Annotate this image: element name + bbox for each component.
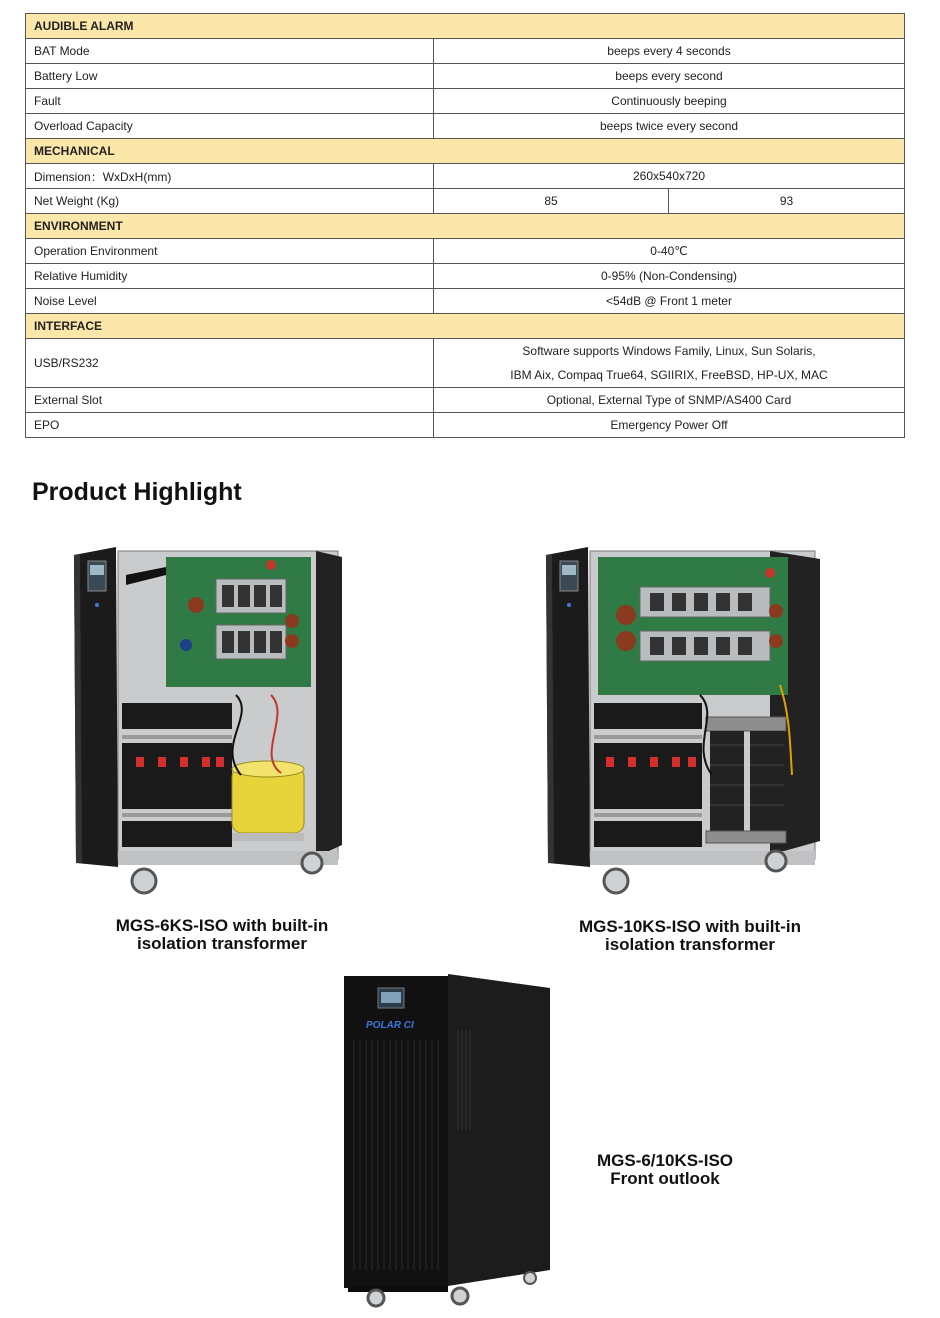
row-value: 260x540x720	[434, 164, 905, 189]
row-value: 0-95% (Non-Condensing)	[434, 264, 905, 289]
table-row	[26, 413, 905, 438]
row-value: 0-40℃	[434, 239, 905, 264]
ups-6kva-open-cabinet-image	[66, 545, 346, 897]
table-row	[26, 189, 905, 214]
row-value-10kva: 93	[669, 189, 905, 214]
row-value: beeps twice every second	[434, 114, 905, 139]
row-label: Net Weight (Kg)	[26, 189, 434, 214]
row-value	[434, 339, 905, 388]
table-row	[26, 89, 905, 114]
spec-table	[25, 13, 905, 438]
caption-line: MGS-10KS-ISO with built-in	[579, 917, 801, 936]
table-row	[26, 39, 905, 64]
table-row	[26, 388, 905, 413]
row-value: Continuously beeping	[434, 89, 905, 114]
section-header-interface	[26, 314, 905, 339]
row-label: Dimension：WxDxH(mm)	[26, 164, 434, 189]
row-value-line: Software supports Windows Family, Linux, Sun Solaris,	[522, 344, 816, 358]
section-title: INTERFACE	[26, 314, 905, 339]
row-label: Overload Capacity	[26, 114, 434, 139]
row-value: Optional, External Type of SNMP/AS400 Card	[434, 388, 905, 413]
section-title: AUDIBLE ALARM	[26, 14, 905, 39]
section-header-mechanical	[26, 139, 905, 164]
product-caption-10kva	[560, 918, 820, 954]
row-value: beeps every 4 seconds	[434, 39, 905, 64]
ups-front-tower-image	[340, 970, 555, 1308]
caption-line: isolation transformer	[136, 934, 308, 953]
table-row	[26, 64, 905, 89]
row-label: Operation Environment	[26, 239, 434, 264]
section-header-audible-alarm	[26, 14, 905, 39]
page-title: Product Highlight	[32, 478, 242, 506]
row-value: Emergency Power Off	[434, 413, 905, 438]
row-value: <54dB @ Front 1 meter	[434, 289, 905, 314]
caption-line: isolation transformer	[604, 935, 776, 954]
row-label: Battery Low	[26, 64, 434, 89]
row-label: Noise Level	[26, 289, 434, 314]
caption-line: Front outlook	[610, 1169, 720, 1188]
table-row	[26, 339, 905, 388]
brand-logo: POLAR CI	[366, 1020, 414, 1031]
table-row	[26, 239, 905, 264]
product-caption-front	[580, 1152, 750, 1188]
table-row	[26, 114, 905, 139]
section-header-environment	[26, 214, 905, 239]
row-label: External Slot	[26, 388, 434, 413]
row-value: beeps every second	[434, 64, 905, 89]
caption-line: MGS-6/10KS-ISO	[596, 1151, 734, 1170]
table-row	[26, 264, 905, 289]
row-label: Fault	[26, 89, 434, 114]
table-row	[26, 289, 905, 314]
row-label: USB/RS232	[26, 339, 434, 388]
row-label: BAT Mode	[26, 39, 434, 64]
table-row	[26, 164, 905, 189]
section-title: MECHANICAL	[26, 139, 905, 164]
row-value-line: IBM Aix, Compaq True64, SGIIRIX, FreeBSD, HP-UX, MAC	[510, 368, 828, 382]
row-label: Relative Humidity	[26, 264, 434, 289]
caption-line: MGS-6KS-ISO with built-in	[115, 916, 329, 935]
section-title: ENVIRONMENT	[26, 214, 905, 239]
row-value-6kva: 85	[434, 189, 669, 214]
product-caption-6kva	[100, 917, 344, 953]
row-label: EPO	[26, 413, 434, 438]
ups-10kva-open-cabinet-image	[540, 545, 825, 897]
